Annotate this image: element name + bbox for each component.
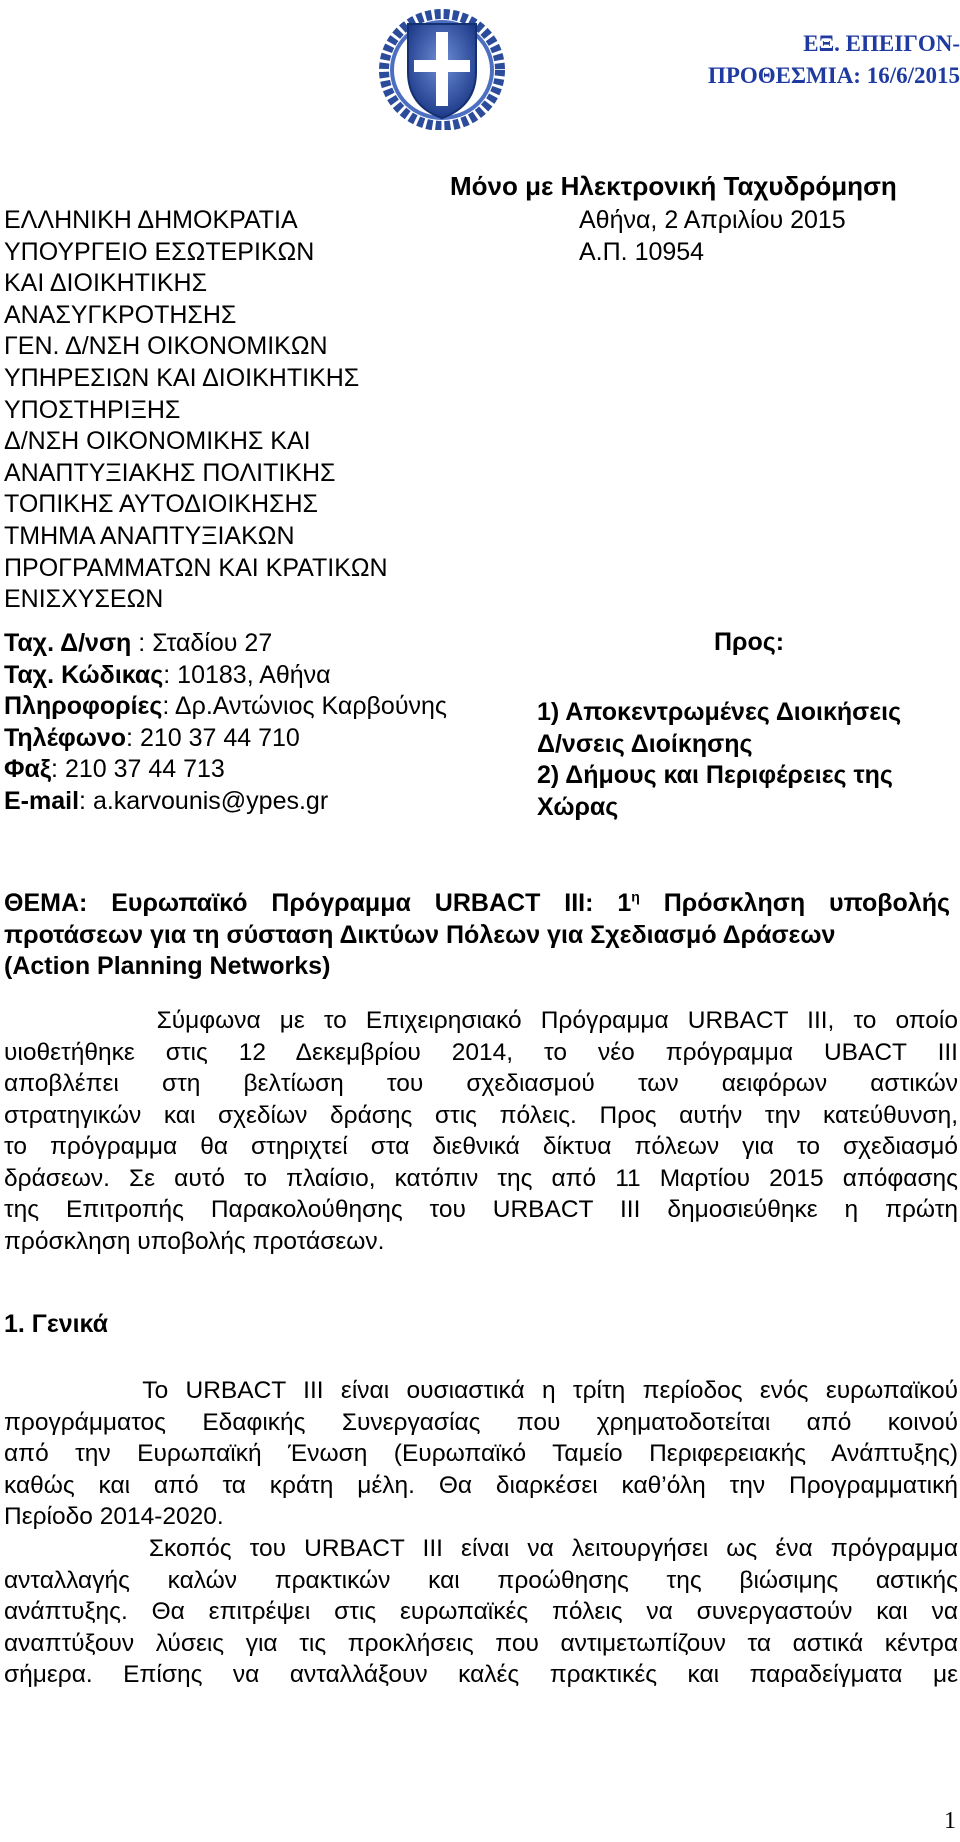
contact-label: Ταχ. Κώδικας — [4, 660, 164, 689]
date-block — [579, 205, 846, 268]
paragraph-line: από την Ευρωπαϊκή Ένωση (Ευρωπαϊκό Ταμείο Περιφερειακής Ανάπτυξης) — [4, 1440, 958, 1467]
sender-line: ΑΝΑΣΥΓΚΡΟΤΗΣΗΣ — [4, 300, 237, 329]
sender-line: ΤΟΠΙΚΗΣ ΑΥΤΟΔΙΟΙΚΗΣΗΣ — [4, 490, 318, 519]
paragraph-line: προγράμματος Εδαφικής Συνεργασίας που χρηματοδοτείται από κοινού — [4, 1408, 958, 1436]
contact-label: Φαξ — [4, 755, 52, 784]
stamp-line-2: ΠΡΟΘΕΣΜΙΑ: 16/6/2015 — [707, 63, 960, 88]
contact-row: Ταχ. Δ/νση : Σταδίου 27 — [4, 629, 273, 657]
contact-label: E-mail — [4, 786, 80, 815]
contact-row: Πληροφορίες: Δρ.Αντώνιος Καρβούνης — [4, 692, 447, 721]
contact-value: 10183, Αθήνα — [177, 660, 331, 689]
protocol-number: Α.Π. 10954 — [579, 237, 705, 266]
sender-line: ΕΛΛΗΝΙΚΗ ΔΗΜΟΚΡΑΤΙΑ — [4, 206, 298, 234]
contact-value: Σταδίου 27 — [152, 629, 273, 657]
sender-line: ΤΜΗΜΑ ΑΝΑΠΤΥΞΙΑΚΩΝ — [4, 521, 295, 550]
paragraph-line: Σύμφωνα με το Επιχειρησιακό Πρόγραμμα URBACT III, το οποίο — [4, 1007, 958, 1034]
coat-of-arms-icon — [378, 2, 506, 130]
paragraph-line: το πρόγραμμα θα στηριχτεί στα διεθνικά δίκτυα πόλεων για το σχεδιασμό — [4, 1133, 958, 1160]
paragraph-line: της Επιτροπής Παρακολούθησης του URBACT III δημοσιεύθηκε η πρώτη — [4, 1196, 958, 1223]
paragraph-line: Περίοδο 2014-2020. — [4, 1503, 224, 1530]
contact-block — [4, 628, 447, 818]
subject-superscript: η — [631, 888, 640, 905]
paragraph-line: σήμερα. Επίσης να ανταλλάξουν καλές πρακτικές και παραδείγματα με — [4, 1661, 958, 1688]
urgency-stamp — [660, 28, 960, 92]
contact-label: Τηλέφωνο — [4, 723, 127, 752]
sender-line: ΑΝΑΠΤΥΞΙΑΚΗΣ ΠΟΛΙΤΙΚΗΣ — [4, 458, 336, 487]
body-paragraph — [4, 1533, 958, 1691]
paragraph-line: αποβλέπει στη βελτίωση του σχεδιασμού των αειφόρων αστικών — [4, 1070, 958, 1097]
to-label: Προς: — [714, 628, 785, 656]
subject-line: (Action Planning Networks) — [4, 952, 331, 981]
paragraph-line: Το URBACT III είναι ουσιαστικά η τρίτη περίοδος ενός ευρωπαϊκού — [4, 1377, 958, 1404]
paragraph-line: αναπτύξουν λύσεις για τις προκλήσεις που αντιμετωπίζουν τα αστικά κέντρα — [4, 1629, 958, 1657]
paragraph-line: στρατηγικών και σχεδίων δράσης στις πόλεις. Προς αυτήν την κατεύθυνση, — [4, 1101, 958, 1129]
contact-row: Ταχ. Κώδικας: 10183, Αθήνα — [4, 660, 331, 689]
email-value[interactable]: a.karvounis@ypes.gr — [92, 786, 329, 815]
recipients-block — [537, 697, 901, 823]
contact-row: E-mail: a.karvounis@ypes.gr — [4, 786, 329, 815]
section-heading: 1. Γενικά — [4, 1310, 109, 1338]
sender-line: Δ/ΝΣΗ ΟΙΚΟΝΟΜΙΚΗΣ ΚΑΙ — [4, 427, 311, 456]
sender-line: ΥΠΗΡΕΣΙΩΝ ΚΑΙ ΔΙΟΙΚΗΤΙΚΗΣ — [4, 363, 360, 392]
subject-line: Πρόσκληση υποβολής — [639, 889, 950, 917]
recipient-line: Δ/νσεις Διοίκησης — [537, 729, 753, 758]
paragraph-line: υιοθετήθηκε στις 12 Δεκεμβρίου 2014, το νέο πρόγραμμα UBACT III — [4, 1038, 958, 1066]
sender-line: ΕΝΙΣΧΥΣΕΩΝ — [4, 585, 164, 614]
recipient-line: 2) Δήμους και Περιφέρειες της — [537, 761, 893, 790]
sender-block — [4, 205, 524, 616]
contact-row: Φαξ: 210 37 44 713 — [4, 755, 225, 784]
sender-line: ΠΡΟΓΡΑΜΜΑΤΩΝ ΚΑΙ ΚΡΑΤΙΚΩΝ — [4, 553, 388, 582]
body-paragraph — [4, 1005, 958, 1257]
stamp-line-1: ΕΞ. ΕΠΕΙΓΟΝ- — [803, 31, 960, 56]
contact-value: 210 37 44 713 — [64, 755, 225, 784]
delivery-method: Μόνο με Ηλεκτρονική Ταχυδρόμηση — [450, 171, 897, 201]
body-paragraph — [4, 1375, 958, 1533]
sender-line: ΚΑΙ ΔΙΟΙΚΗΤΙΚΗΣ — [4, 269, 208, 298]
page-number: 1 — [944, 1808, 956, 1834]
subject-line: προτάσεων για τη σύσταση Δικτύων Πόλεων για Σχεδιασμό Δράσεων — [4, 920, 836, 949]
paragraph-line: πρόσκληση υποβολής προτάσεων. — [4, 1227, 385, 1255]
paragraph-line: ανάπτυξης. Θα επιτρέψει στις ευρωπαϊκές πόλεις να συνεργαστούν και να — [4, 1598, 958, 1625]
contact-row: Τηλέφωνο: 210 37 44 710 — [4, 723, 300, 752]
sender-line: ΥΠΟΣΤΗΡΙΞΗΣ — [4, 395, 181, 424]
subject-block — [4, 888, 950, 983]
recipient-line: Χώρας — [537, 792, 619, 821]
sender-line: ΥΠΟΥΡΓΕΙΟ ΕΣΩΤΕΡΙΚΩΝ — [4, 237, 315, 266]
contact-value: 210 37 44 710 — [139, 723, 300, 752]
document-date: Αθήνα, 2 Απριλίου 2015 — [579, 206, 846, 234]
paragraph-line: ανταλλαγής καλών πρακτικών και προώθησης της βιώσιμης αστικής — [4, 1566, 958, 1594]
contact-value: Δρ.Αντώνιος Καρβούνης — [174, 692, 447, 721]
contact-label: Πληροφορίες — [4, 692, 163, 721]
subject-line: ΘΕΜΑ: Ευρωπαϊκό Πρόγραμμα URBACT III: 1 — [4, 889, 632, 917]
recipient-line: 1) Αποκεντρωμένες Διοικήσεις — [537, 698, 902, 726]
paragraph-line: καθώς και από τα κράτη μέλη. Θα διαρκέσει καθ’όλη την Προγραμματική — [4, 1471, 958, 1499]
sender-line: ΓΕΝ. Δ/ΝΣΗ ΟΙΚΟΝΟΜΙΚΩΝ — [4, 332, 328, 361]
paragraph-line: δράσεων. Σε αυτό το πλαίσιο, κατόπιν της από 11 Μαρτίου 2015 απόφασης — [4, 1164, 958, 1192]
paragraph-line: Σκοπός του URBACT III είναι να λειτουργήσει ως ένα πρόγραμμα — [4, 1535, 958, 1562]
contact-label: Ταχ. Δ/νση — [4, 629, 132, 657]
